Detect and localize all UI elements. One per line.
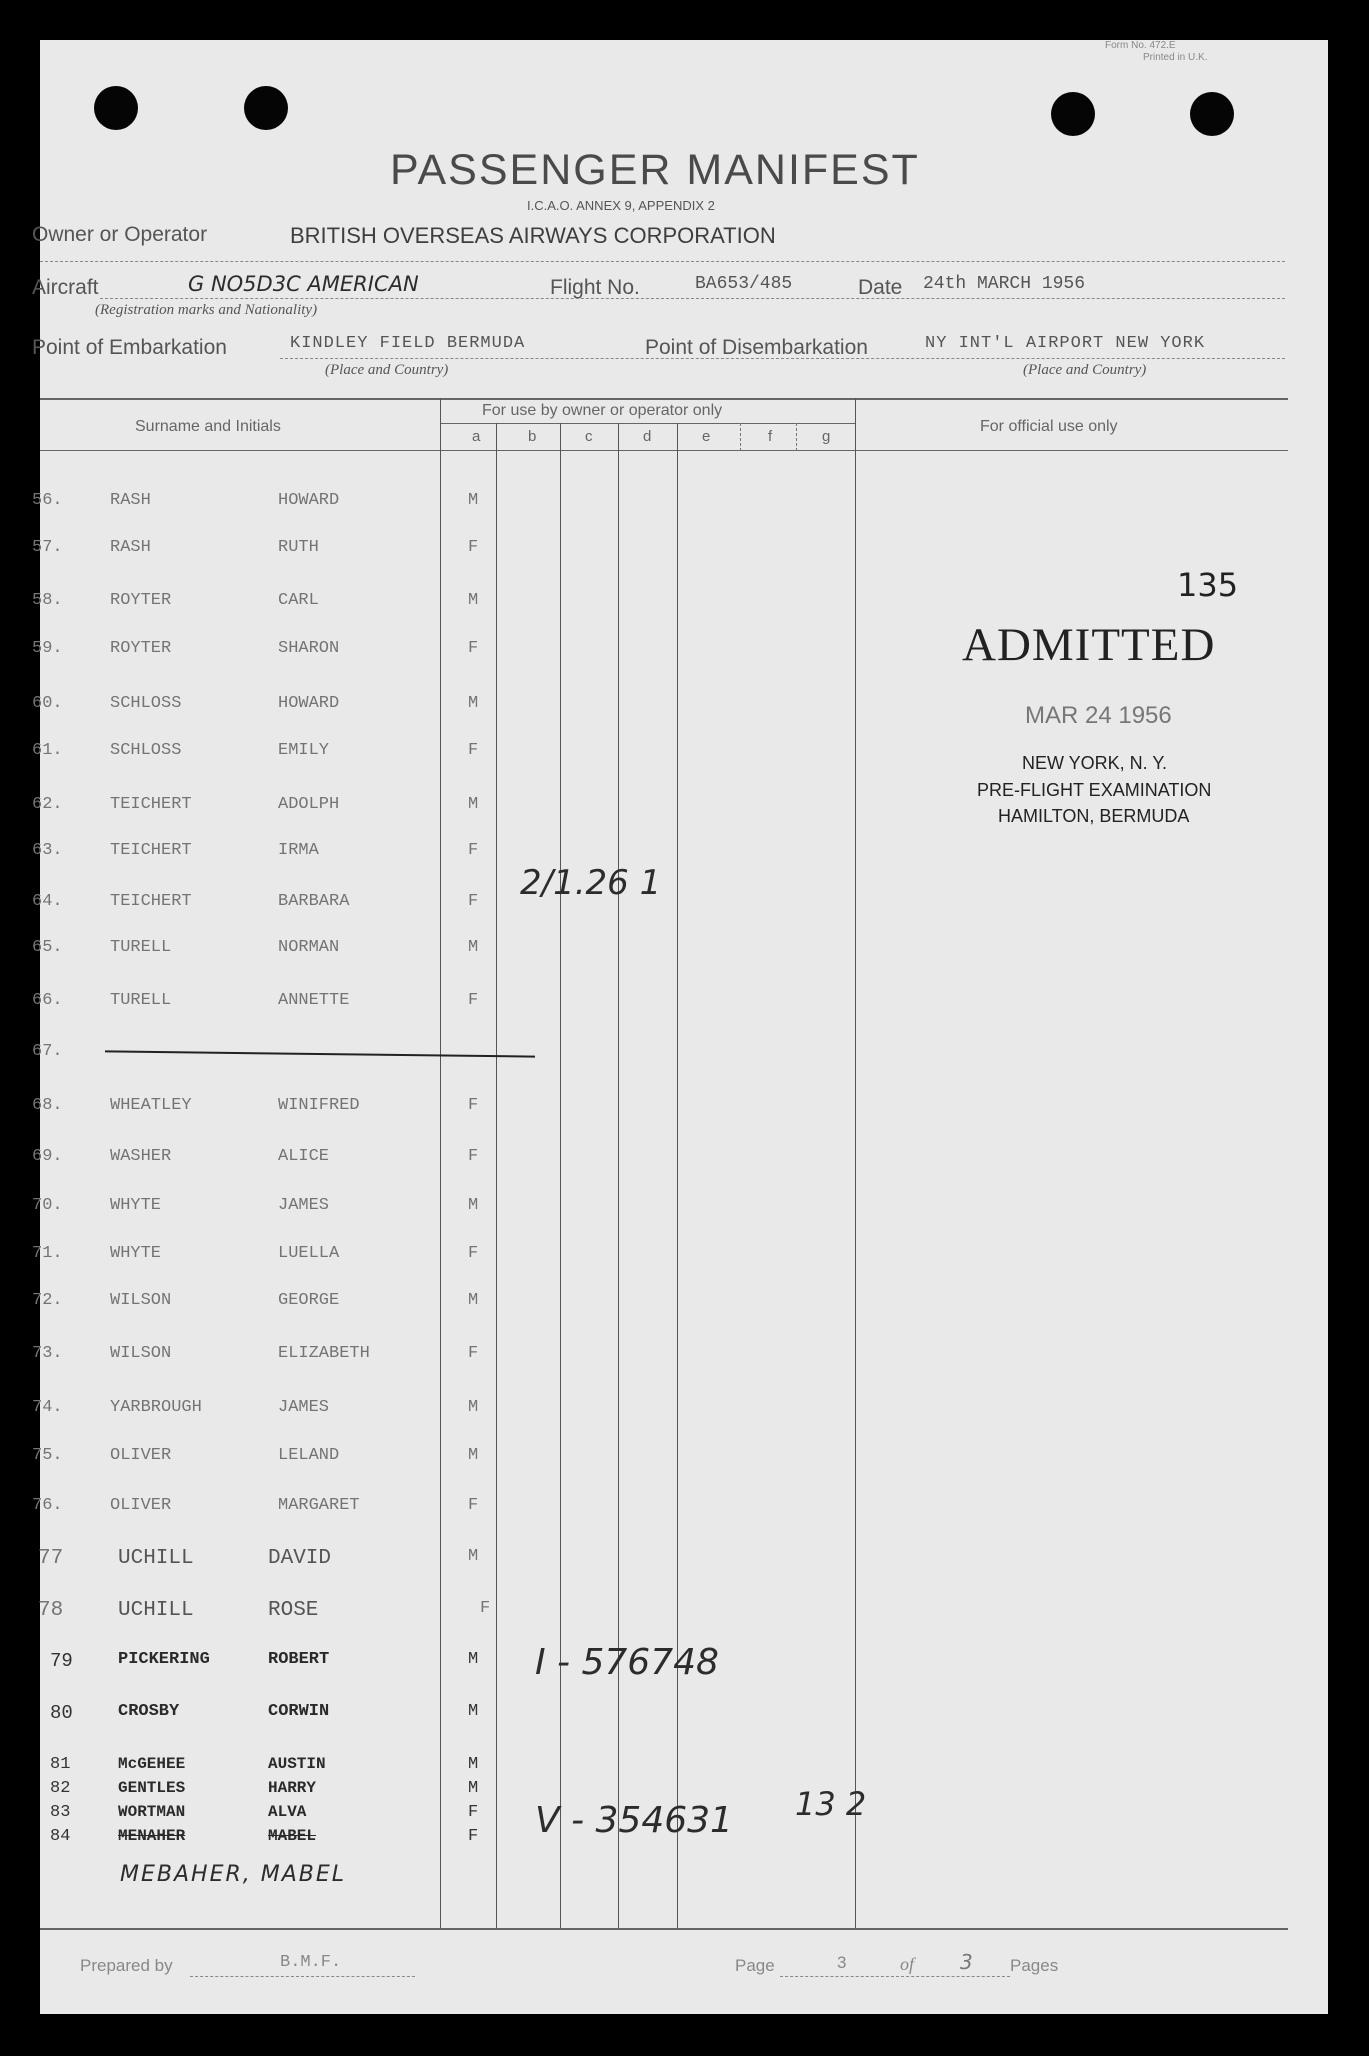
printer-note: Printed in U.K. bbox=[1143, 52, 1208, 63]
table-row: 68. WHEATLEY WINIFRED F bbox=[32, 1096, 479, 1115]
subheader-rule bbox=[440, 423, 855, 424]
underline bbox=[100, 298, 1285, 299]
aircraft-label: Aircraft bbox=[32, 276, 99, 299]
page-number: 3 bbox=[837, 1953, 847, 1972]
table-row: 74. YARBROUGH JAMES M bbox=[32, 1398, 479, 1417]
page-total: 3 bbox=[960, 1950, 973, 1974]
table-row: 80 CROSBY CORWIN M bbox=[50, 1702, 479, 1724]
stamp-line: NEW YORK, N. Y. bbox=[1022, 753, 1168, 773]
col-d-header: d bbox=[643, 428, 652, 445]
table-top-rule bbox=[40, 398, 1288, 400]
page-title: PASSENGER MANIFEST bbox=[390, 146, 920, 194]
flight-label: Flight No. bbox=[550, 276, 640, 299]
stamp-line: PRE-FLIGHT EXAMINATION bbox=[977, 780, 1212, 800]
page-label: Page bbox=[735, 1956, 775, 1975]
of-label: of bbox=[900, 1954, 915, 1974]
table-row: 78 UCHILL ROSE F bbox=[38, 1599, 491, 1622]
owner-value: BRITISH OVERSEAS AIRWAYS CORPORATION bbox=[290, 223, 776, 248]
handwritten-note: I - 576748 bbox=[535, 1642, 719, 1683]
flight-value: BA653/485 bbox=[695, 274, 793, 294]
disembark-caption: (Place and Country) bbox=[1023, 362, 1147, 378]
table-row: 81 McGEHEE AUSTIN M bbox=[50, 1755, 479, 1774]
official-header: For official use only bbox=[980, 418, 1118, 435]
disembark-label: Point of Disembarkation bbox=[645, 336, 868, 359]
table-row: 57. RASH RUTH F bbox=[32, 538, 479, 557]
table-row: 66. TURELL ANNETTE F bbox=[32, 991, 479, 1010]
table-row: 76. OLIVER MARGARET F bbox=[32, 1496, 479, 1515]
table-row: 73. WILSON ELIZABETH F bbox=[32, 1344, 479, 1363]
aircraft-value: G NO5D3C AMERICAN bbox=[188, 272, 419, 296]
table-row: 59. ROYTER SHARON F bbox=[32, 639, 479, 658]
punch-hole bbox=[1051, 92, 1095, 136]
manifest-page bbox=[32, 40, 1328, 2014]
table-row: 61. SCHLOSS EMILY F bbox=[32, 741, 479, 760]
punch-hole bbox=[1190, 92, 1234, 136]
handwritten-note: 13 2 bbox=[795, 1785, 867, 1823]
table-row: 62. TEICHERT ADOLPH M bbox=[32, 795, 479, 814]
col-a-header: a bbox=[472, 428, 481, 445]
col-divider bbox=[740, 423, 741, 451]
owner-label: Owner or Operator bbox=[32, 223, 208, 246]
date-label: Date bbox=[858, 276, 903, 299]
table-row: 71. WHYTE LUELLA F bbox=[32, 1244, 479, 1263]
col-b-header: b bbox=[528, 428, 537, 445]
table-row: 75. OLIVER LELAND M bbox=[32, 1446, 479, 1465]
col-divider bbox=[560, 423, 561, 1928]
table-row: 67. bbox=[32, 1042, 63, 1061]
col-c-header: c bbox=[585, 428, 593, 445]
punch-hole bbox=[244, 86, 288, 130]
table-row: 77 UCHILL DAVID M bbox=[38, 1547, 479, 1570]
embark-label: Point of Embarkation bbox=[32, 336, 227, 359]
surname-header: Surname and Initials bbox=[135, 418, 281, 435]
table-row: 69. WASHER ALICE F bbox=[32, 1147, 479, 1166]
table-row: 70. WHYTE JAMES M bbox=[32, 1196, 479, 1215]
handwritten-note: V - 354631 bbox=[535, 1800, 733, 1841]
stamp-date: MAR 24 1956 bbox=[1025, 702, 1172, 729]
punch-hole bbox=[94, 86, 138, 130]
aircraft-caption: (Registration marks and Nationality) bbox=[95, 302, 318, 318]
page-subtitle: I.C.A.O. ANNEX 9, APPENDIX 2 bbox=[527, 198, 715, 213]
table-row: 83 WORTMAN ALVA F bbox=[50, 1803, 479, 1822]
printer-note: Form No. 472.E bbox=[1105, 40, 1176, 51]
col-f-header: f bbox=[768, 428, 773, 445]
table-row: 60. SCHLOSS HOWARD M bbox=[32, 694, 479, 713]
pages-label: Pages bbox=[1010, 1956, 1059, 1975]
col-e-header: e bbox=[702, 428, 711, 445]
underline bbox=[190, 1976, 415, 1977]
table-row: 72. WILSON GEORGE M bbox=[32, 1291, 479, 1310]
prepared-label: Prepared by bbox=[80, 1956, 173, 1975]
operator-header: For use by owner or operator only bbox=[482, 402, 723, 419]
table-row: 82 GENTLES HARRY M bbox=[50, 1779, 479, 1798]
table-row: 65. TURELL NORMAN M bbox=[32, 938, 479, 957]
disembark-value: NY INT'L AIRPORT NEW YORK bbox=[925, 334, 1206, 353]
handwritten-note: 2/1.26 1 bbox=[520, 863, 662, 903]
table-row: 56. RASH HOWARD M bbox=[32, 491, 479, 510]
col-divider bbox=[677, 423, 678, 1928]
table-row: 64. TEICHERT BARBARA F bbox=[32, 892, 479, 911]
handwritten-correction: MEBAHER, MABEL bbox=[120, 1862, 347, 1887]
divider bbox=[40, 261, 1285, 262]
date-value: 24th MARCH 1956 bbox=[923, 274, 1086, 294]
prepared-value: B.M.F. bbox=[280, 1953, 342, 1972]
table-row: 63. TEICHERT IRMA F bbox=[32, 841, 479, 860]
embark-value: KINDLEY FIELD BERMUDA bbox=[290, 334, 526, 353]
header-bottom-rule bbox=[40, 450, 1288, 451]
stamp-number: 135 bbox=[1177, 566, 1239, 604]
table-row: 58. ROYTER CARL M bbox=[32, 591, 479, 610]
col-divider bbox=[618, 423, 619, 1928]
table-row: 79 PICKERING ROBERT M bbox=[50, 1650, 479, 1672]
table-bottom-rule bbox=[40, 1928, 1288, 1930]
underline bbox=[780, 1976, 1010, 1977]
table-row: 84 MENAHER MABEL F bbox=[50, 1827, 479, 1846]
underline bbox=[280, 358, 1285, 359]
col-divider bbox=[796, 423, 797, 451]
stamp-line: HAMILTON, BERMUDA bbox=[998, 806, 1190, 826]
embark-caption: (Place and Country) bbox=[325, 362, 449, 378]
stamp-status: ADMITTED bbox=[962, 619, 1216, 671]
col-divider bbox=[855, 398, 856, 1928]
col-g-header: g bbox=[822, 428, 831, 445]
